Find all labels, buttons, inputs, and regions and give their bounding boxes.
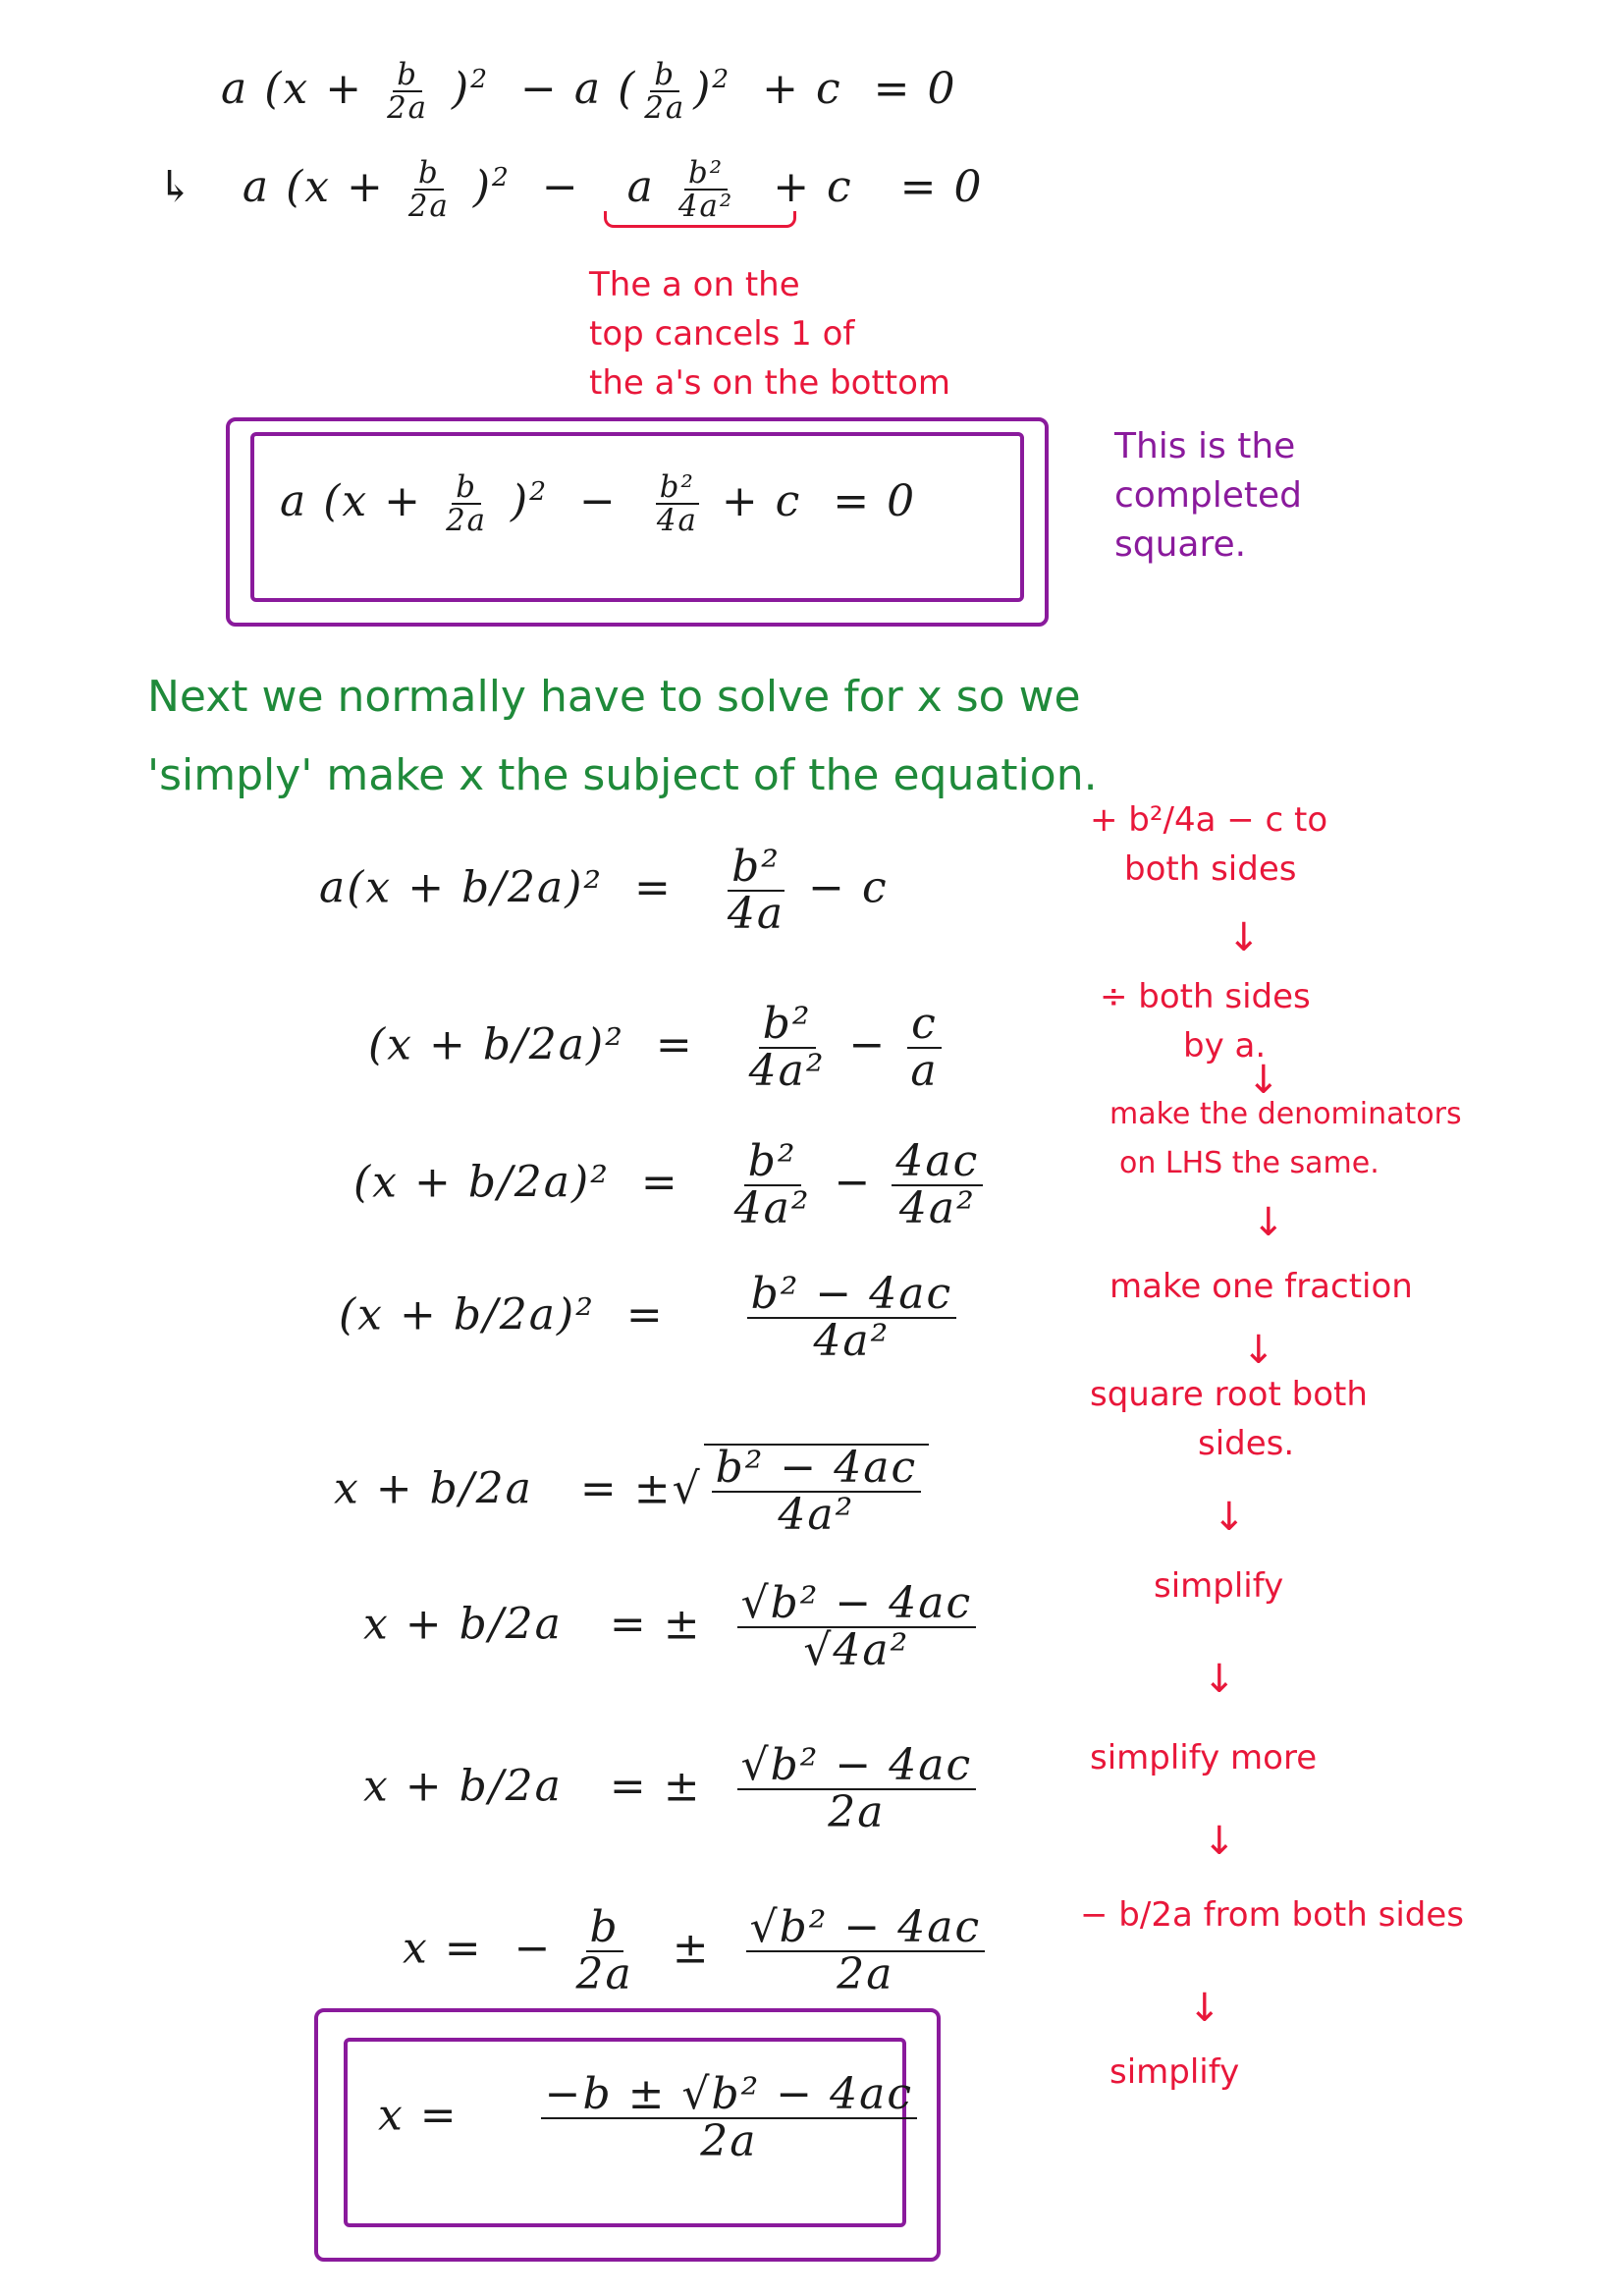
- numerator: b²: [728, 845, 784, 892]
- numerator: b: [650, 59, 679, 92]
- down-arrow-icon: ↓: [1227, 915, 1261, 960]
- fraction: [730, 1136, 815, 1234]
- denominator: 2a: [700, 2116, 758, 2167]
- fraction: [572, 1902, 637, 2000]
- side-note-4: make one fraction: [1109, 1267, 1413, 1306]
- term: a (x +: [242, 161, 385, 212]
- down-arrow-icon: ↓: [1188, 1986, 1221, 2031]
- fraction: [746, 1902, 986, 2000]
- numerator: b: [414, 157, 444, 191]
- annotation-line: The a on the: [589, 265, 800, 304]
- term: −: [578, 475, 618, 526]
- note-line: completed: [1114, 475, 1303, 516]
- step-lhs: x + b/2a: [363, 1761, 563, 1812]
- denominator: 4a²: [748, 1046, 826, 1097]
- denominator: 2a: [446, 503, 488, 539]
- numerator: b²: [744, 1139, 801, 1186]
- fraction: [906, 999, 942, 1097]
- denominator: 2a: [837, 1949, 894, 2000]
- equation-line-1: a (x + $\frac{b}{2a}$ )$^2$ − a ( $\frac{b}{2a}$ )$^2$ + c = 0: [221, 57, 957, 127]
- numerator: b: [452, 471, 481, 505]
- note-line: This is the: [1114, 426, 1296, 466]
- fraction: [712, 1443, 922, 1541]
- numerator: √b² − 4ac: [746, 1905, 986, 1952]
- denominator: 2a: [575, 1949, 633, 2000]
- down-arrow-icon: ↓: [1242, 1328, 1275, 1373]
- down-arrow-icon: ↓: [1247, 1058, 1280, 1103]
- denominator: 2a: [387, 90, 429, 127]
- step-lhs: (x + b/2a)²: [368, 1019, 624, 1070]
- side-note-9: simplify: [1109, 2052, 1240, 2092]
- numerator: b²: [656, 471, 699, 505]
- numerator: √b² − 4ac: [737, 1581, 977, 1628]
- term: = 0: [833, 475, 917, 526]
- fraction: [724, 842, 788, 940]
- annotation-line: the a's on the bottom: [589, 363, 951, 403]
- step-6: [363, 1578, 980, 1676]
- term: + c: [762, 63, 842, 114]
- term: + c: [773, 161, 853, 212]
- fraction: [737, 1740, 977, 1838]
- step-1: a(x + b/2a)² = $\frac{\text{b²}}{4a}$ − c: [319, 842, 889, 940]
- step-prefix: = ±: [609, 1599, 702, 1650]
- step-prefix: = ±: [609, 1761, 702, 1812]
- fraction: [541, 2069, 917, 2167]
- annotation-line: top cancels 1 of: [589, 314, 855, 354]
- step-lhs: (x + b/2a)²: [339, 1289, 595, 1340]
- term: = 0: [899, 161, 984, 212]
- note-line: make the denominators: [1109, 1097, 1462, 1131]
- numerator: −b ± √b² − 4ac: [541, 2072, 917, 2119]
- fraction: [405, 157, 454, 223]
- down-arrow-icon: ↓: [1203, 1819, 1236, 1864]
- denominator: √4a²: [803, 1625, 910, 1676]
- note-line: both sides: [1124, 849, 1297, 889]
- denominator: 4a²: [677, 189, 734, 225]
- intro-line-1: Next we normally have to solve for x so we: [147, 672, 1081, 722]
- denominator: 2a: [828, 1787, 886, 1838]
- term: − a: [520, 63, 603, 114]
- intro-text: [147, 658, 1098, 815]
- note-line: + b²/4a − c to: [1090, 800, 1328, 840]
- term: a: [626, 161, 655, 212]
- step-3: (x + b/2a)² = $\frac{\text{b²}}{\text{4a²}}$ − $\frac{4ac}{\text{4a²}}$: [353, 1139, 987, 1231]
- down-arrow-icon: ↓: [1213, 1495, 1246, 1540]
- numerator: √b² − 4ac: [737, 1743, 977, 1790]
- term: −: [541, 161, 580, 212]
- term: a (x +: [280, 475, 423, 526]
- numerator: b²: [684, 157, 728, 191]
- radical: [704, 1443, 930, 1541]
- completed-square-note: [1114, 422, 1302, 570]
- fraction: [383, 59, 432, 125]
- exponent: 2: [470, 64, 490, 95]
- denominator: 2a: [407, 189, 450, 225]
- exponent: 2: [529, 476, 548, 508]
- down-arrow-icon: ↓: [1203, 1657, 1236, 1702]
- term: + c: [721, 475, 802, 526]
- term: ): [472, 161, 493, 212]
- denominator: 4a: [656, 503, 698, 539]
- completed-square-equation: [280, 471, 916, 537]
- step-2: (x + b/2a)² = $\frac{\text{b²}}{\text{4a²}}$ − $\frac{c}{a}$: [368, 1002, 947, 1094]
- final-lhs: x =: [378, 2090, 459, 2141]
- fraction: [640, 59, 689, 125]
- turn-arrow-icon: ↳: [157, 161, 195, 212]
- step-prefix: = ±√: [579, 1463, 702, 1514]
- note-line: by a.: [1183, 1026, 1267, 1066]
- denominator: 4a²: [813, 1316, 891, 1367]
- final-equation: [378, 2069, 921, 2167]
- step-4: (x + b/2a)² = $\frac{\text{b² − 4ac}}{\text{4a²}}$: [339, 1272, 960, 1364]
- numerator: b: [586, 1905, 623, 1952]
- fraction: [737, 1578, 977, 1676]
- numerator: c: [907, 1002, 942, 1049]
- term: a: [221, 63, 249, 114]
- cancel-annotation: [589, 260, 950, 408]
- equation-line-2: [157, 157, 984, 223]
- denominator: 4a²: [778, 1490, 855, 1541]
- step-5: [334, 1443, 929, 1541]
- side-note-5: [1090, 1370, 1368, 1468]
- step-lhs: x + b/2a: [363, 1599, 563, 1650]
- note-line: on LHS the same.: [1119, 1146, 1380, 1180]
- step-7: [363, 1740, 980, 1838]
- denominator: a: [910, 1046, 939, 1097]
- step-8: x = − $\frac{b}{2a}$ ± $\frac{\text{√b² − 4ac}}{2a}$: [403, 1905, 989, 1997]
- fraction: [442, 471, 491, 537]
- note-line: square root both: [1090, 1375, 1368, 1414]
- term: ): [511, 475, 530, 526]
- denominator: 2a: [644, 90, 686, 127]
- side-note-2: [1100, 972, 1311, 1070]
- side-note-8: − b/2a from both sides: [1080, 1895, 1464, 1935]
- fraction: [892, 1136, 983, 1234]
- step-lhs: x =: [403, 1923, 483, 1974]
- fraction: [745, 999, 830, 1097]
- denominator: 4a²: [898, 1183, 976, 1234]
- step-lhs: a(x + b/2a)²: [319, 862, 604, 913]
- numerator: b² − 4ac: [747, 1272, 957, 1319]
- term: ): [452, 63, 471, 114]
- numerator: 4ac: [892, 1139, 983, 1186]
- numerator: b²: [759, 1002, 816, 1049]
- exponent: 2: [492, 162, 511, 193]
- term: = 0: [873, 63, 957, 114]
- denominator: 4a: [727, 889, 785, 940]
- side-note-6: simplify: [1154, 1566, 1284, 1606]
- cancel-brace: [604, 211, 796, 228]
- note-line: ÷ both sides: [1100, 977, 1311, 1016]
- side-note-1: [1090, 795, 1327, 894]
- plus-minus: ±: [672, 1923, 711, 1974]
- term: (x +: [264, 63, 364, 114]
- fraction: [747, 1269, 957, 1367]
- note-line: sides.: [1198, 1424, 1295, 1463]
- note-line: square.: [1114, 524, 1247, 565]
- exponent: 2: [712, 64, 731, 95]
- step-lhs: x + b/2a: [334, 1463, 533, 1514]
- denominator: 4a²: [733, 1183, 811, 1234]
- step-tail: − c: [808, 862, 889, 913]
- down-arrow-icon: ↓: [1252, 1200, 1285, 1245]
- step-lhs: (x + b/2a)²: [353, 1157, 610, 1208]
- side-note-7: simplify more: [1090, 1738, 1318, 1777]
- numerator: b² − 4ac: [712, 1446, 922, 1493]
- intro-line-2: 'simply' make x the subject of the equation.: [147, 750, 1098, 800]
- side-note-3: [1109, 1090, 1462, 1188]
- numerator: b: [393, 59, 422, 92]
- fraction: [653, 471, 702, 537]
